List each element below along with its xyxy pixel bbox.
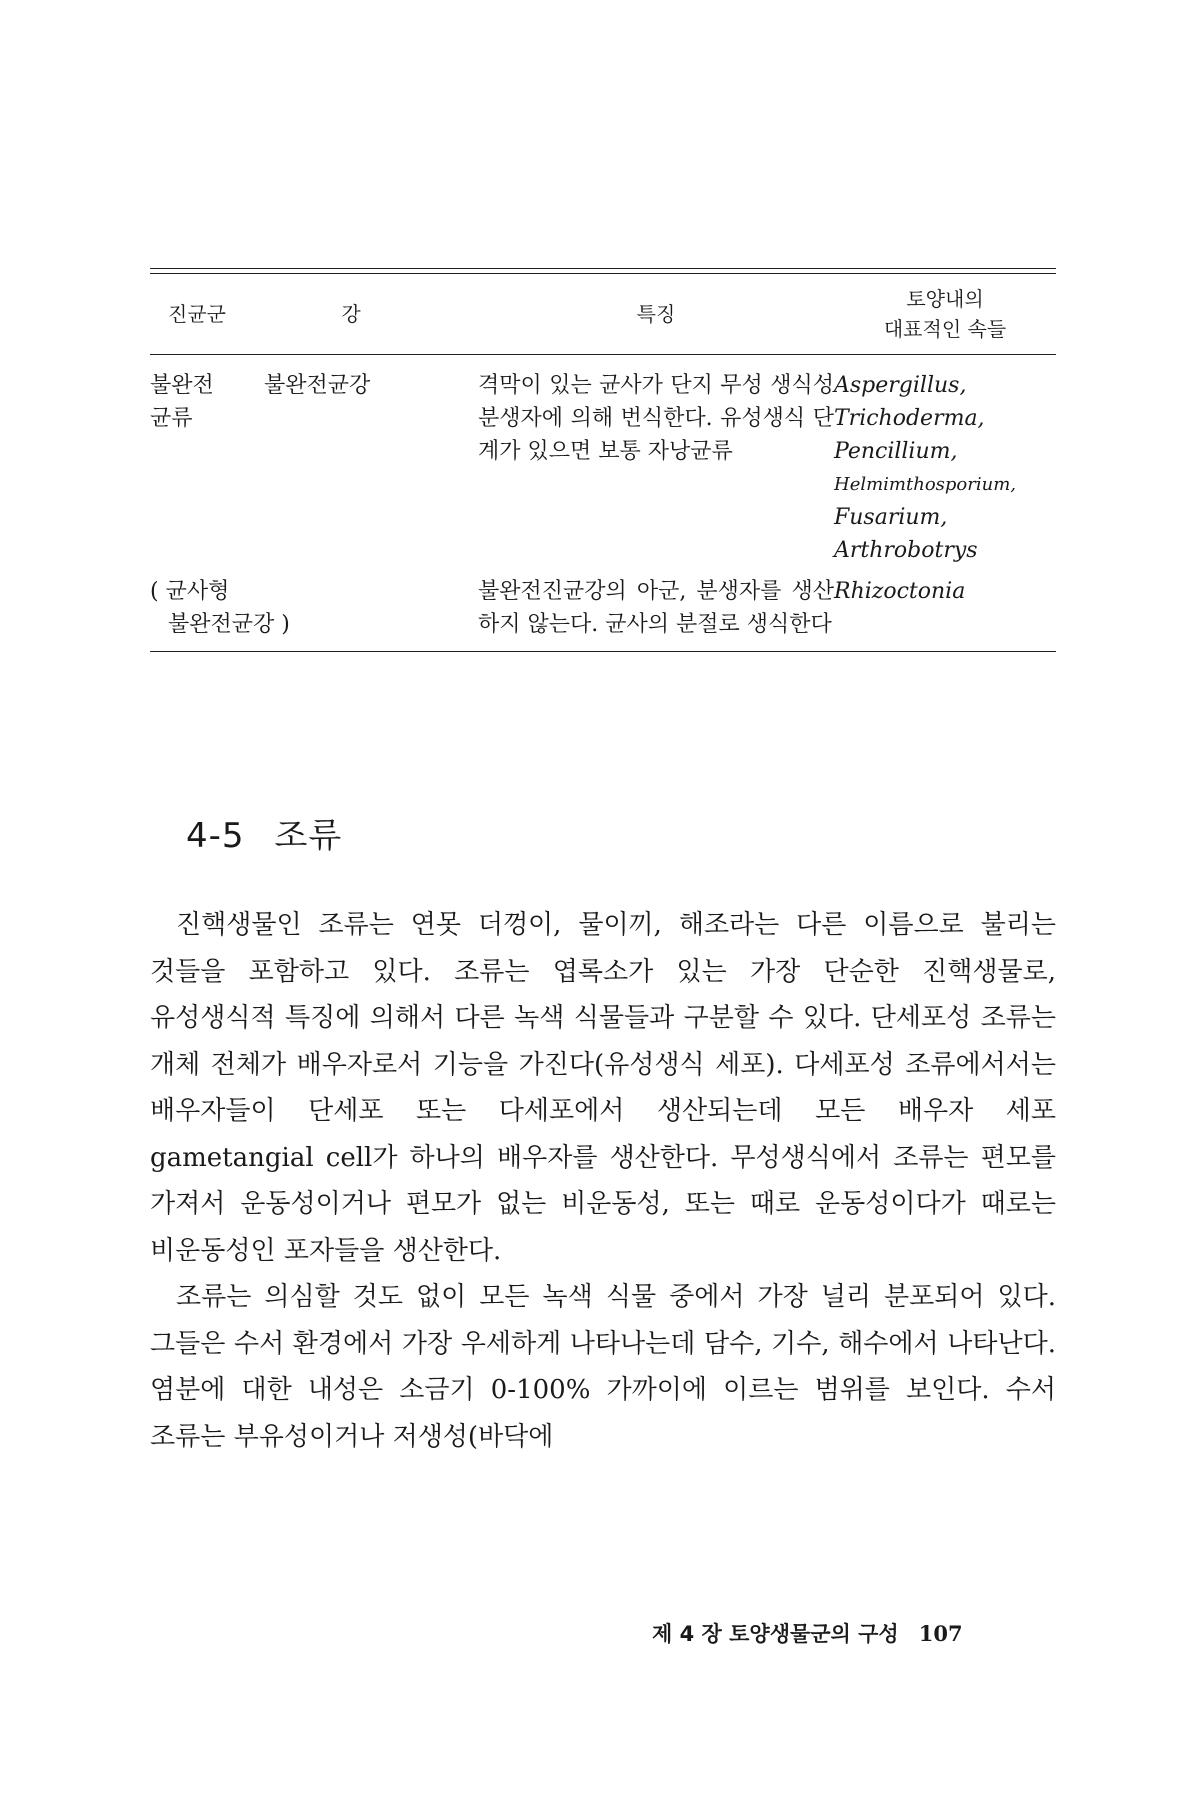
header-genera-line1: 토양내의 <box>906 287 984 311</box>
page-footer <box>652 1618 963 1648</box>
footer-chapter: 제 4 장 토양생물군의 구성 <box>652 1622 899 1646</box>
header-genera <box>834 274 1056 354</box>
row2-genera <box>834 575 1056 651</box>
genus-item: Fusarium, <box>834 505 948 530</box>
row1-genera <box>834 355 1056 575</box>
body-text <box>150 902 1056 1460</box>
header-genera-line2: 대표적인 속들 <box>883 317 1007 341</box>
paragraph: 진핵생물인 조류는 연못 더껑이, 물이끼, 해조라는 다른 이름으로 불리는 것들을 포함하고 있다. 조류는 엽록소가 있는 가장 단순한 진핵생물로, 유성생식적 특징에 의해서 다른 녹색 식물들과 구분할 수 있다. 단세포성 조류는 개체 전체가 배우자로서 기능을 가진다(유성생식 세포). 다세포성 조류에서서는 배우자들이 단세포 또는 다세포에서 생산되는데 모든 배우자 세포 gametangial cell가 하나의 배우자를 생산한다. 무성생식에서 조류는 편모를 가져서 운동성이거나 편모가 없는 비운동성, 또는 때로 운동성이다가 때로는 비운동성인 포자들을 생산한다. <box>150 910 1056 1266</box>
fungi-table-container <box>150 268 1056 652</box>
genus-item: Helmimthosporium, <box>834 474 1017 495</box>
row2-class-line1: ( 균사형 <box>150 579 230 604</box>
row2-class-line2: 불완전균강 ) <box>168 612 290 637</box>
section-heading <box>186 808 342 857</box>
section-number: 4-5 <box>186 816 245 856</box>
table-row <box>150 355 1056 575</box>
fungi-classification-table <box>150 274 1056 651</box>
row2-feature: 불완전진균강의 아군, 분생자를 생산하지 않는다. 균사의 분절로 생식한다 <box>478 579 834 637</box>
row1-division: 불완전 균류 <box>150 373 214 431</box>
table-row <box>150 575 1056 651</box>
genus-item: Arthrobotrys <box>834 538 978 563</box>
section-title: 조류 <box>274 816 343 856</box>
row1-feature: 격막이 있는 균사가 단지 무성 생식성 분생자에 의해 번식한다. 유성생식 단계가 있으면 보통 자낭균류 <box>478 373 834 464</box>
genus-item: Aspergillus, <box>834 373 967 398</box>
table-header-row <box>150 274 1056 354</box>
table-bottom-rule <box>150 651 1056 652</box>
paragraph: 조류는 의심할 것도 없이 모든 녹색 식물 중에서 가장 널리 분포되어 있다. 그들은 수서 환경에서 가장 우세하게 나타나는데 담수, 기수, 해수에서 나타난다. 염분에 대한 내성은 소금기 0-100% 가까이에 이르는 범위를 보인다. 수서 조류는 부유성이거나 저생성(바닥에 <box>150 1282 1056 1452</box>
header-division: 진균군 <box>168 302 226 326</box>
genus-item: Pencillium, <box>834 439 958 464</box>
header-feature: 특징 <box>636 302 676 326</box>
page-number: 107 <box>918 1621 963 1646</box>
genus-item: Rhizoctonia <box>834 579 966 604</box>
row2-class <box>150 575 478 651</box>
header-class: 강 <box>341 302 361 326</box>
genus-item: Trichoderma, <box>834 406 985 431</box>
row1-class: 불완전균강 <box>264 373 371 398</box>
